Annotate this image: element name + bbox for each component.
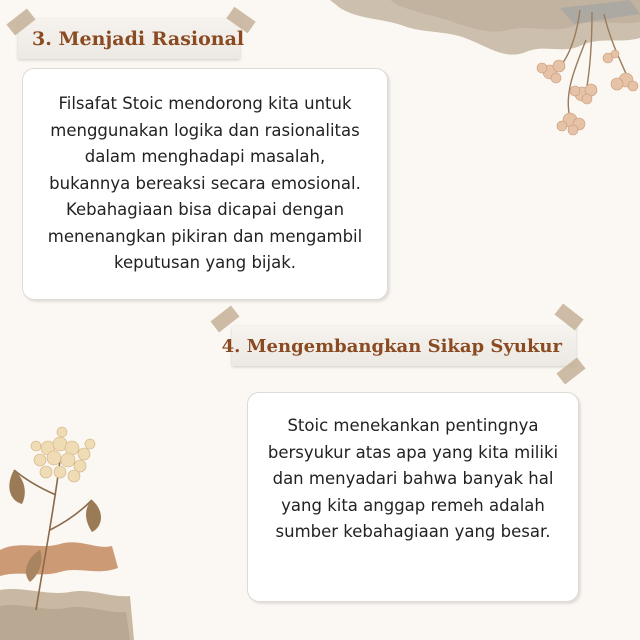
card-line: dan menyadari bahwa banyak hal — [272, 469, 554, 488]
card-line: menggunakan logika dan rasionalitas — [50, 120, 360, 140]
card-line: bukannya bereaksi secara emosional. — [49, 173, 361, 193]
section-heading — [221, 326, 576, 366]
card-line: Stoic menekankan pentingnya — [287, 416, 539, 435]
card-line: Kebahagiaan bisa dicapai dengan — [65, 200, 345, 219]
text-card — [247, 392, 579, 602]
card-line: dalam menghadapi masalah, — [84, 147, 326, 166]
card-line: sumber kebahagiaan yang besar. — [275, 522, 551, 541]
card-line: yang kita anggap remeh adalah — [281, 495, 545, 515]
section-heading — [18, 19, 245, 59]
card-line: bersyukur atas apa yang kita miliki — [267, 442, 559, 462]
card-line: menenangkan pikiran dan mengambil — [47, 226, 363, 246]
section-heading-text: 3. Menjadi Rasional — [32, 28, 245, 50]
text-card — [22, 68, 388, 300]
section-heading-text: 4. Mengembangkan Sikap Syukur — [221, 335, 562, 357]
card-line: Filsafat Stoic mendorong kita untuk — [58, 94, 352, 113]
card-line: keputusan yang bijak. — [114, 253, 296, 272]
dried-plant-torn-paper-icon — [0, 400, 140, 640]
